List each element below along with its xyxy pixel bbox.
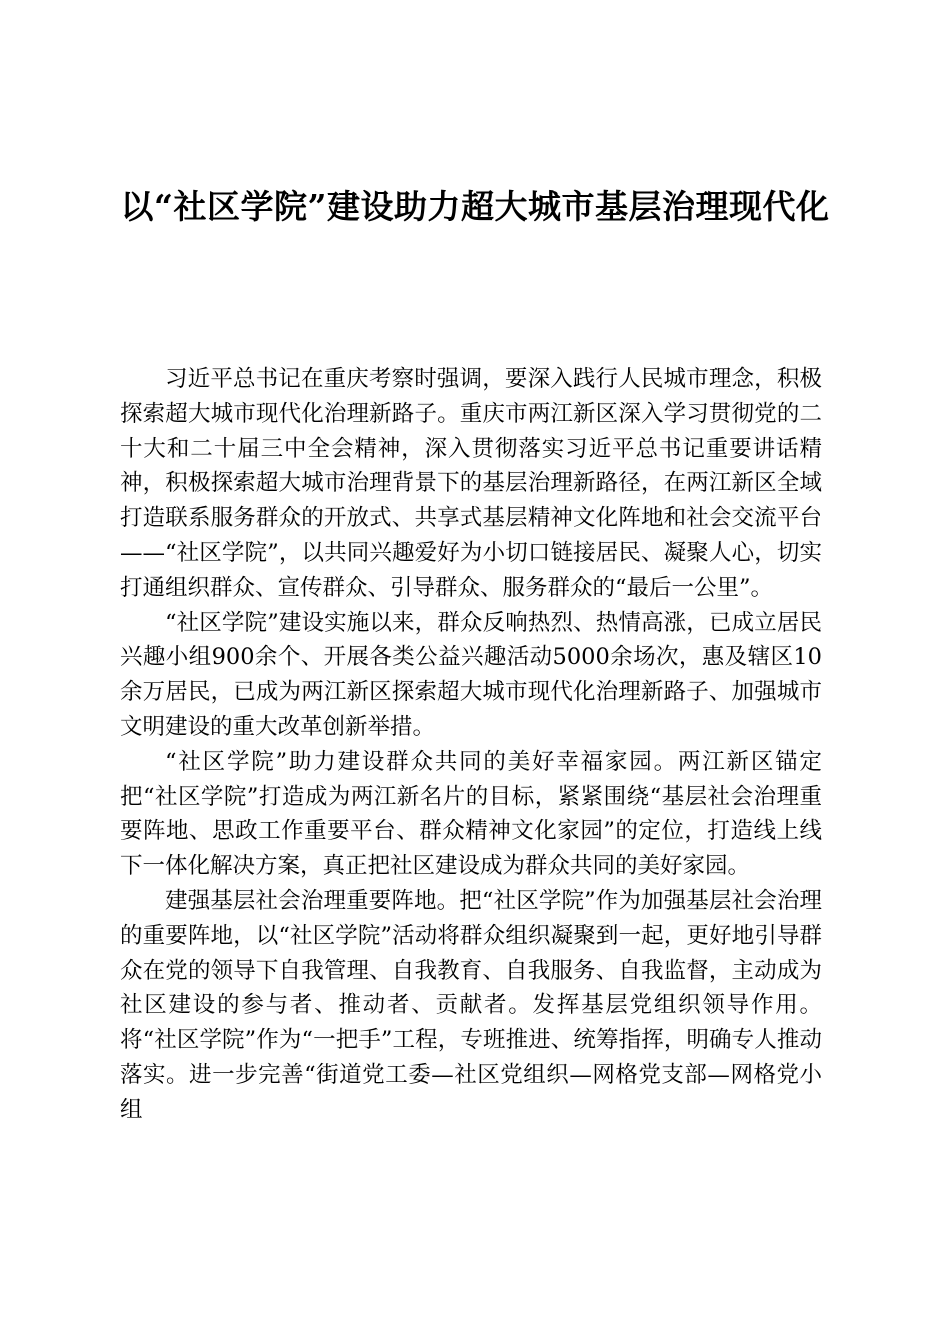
paragraph-1: 习近平总书记在重庆考察时强调，要深入践行人民城市理念，积极探索超大城市现代化治理新路子。重庆市两江新区深入学习贯彻党的二十大和二十届三中全会精神，深入贯彻落实习近平总书记重要讲话精神，积极探索超大城市治理背景下的基层治理新路径，在两江新区全域打造联系服务群众的开放式、共享式基层精神文化阵地和社会交流平台——“社区学院”，以共同兴趣爱好为小切口链接居民、凝聚人心，切实打通组织群众、宣传群众、引导群众、服务群众的“最后一公里”。: [120, 366, 822, 601]
document-title: 以“社区学院”建设助力超大城市基层治理现代化: [120, 187, 830, 226]
paragraph-4: 建强基层社会治理重要阵地。把“社区学院”作为加强基层社会治理的重要阵地，以“社区学院”活动将群众组织凝聚到一起，更好地引导群众在党的领导下自我管理、自我教育、自我服务、自我监督，主动成为社区建设的参与者、推动者、贡献者。发挥基层党组织领导作用。将“社区学院”作为“一把手”工程，专班推进、统筹指挥，明确专人推动落实。进一步完善“街道党工委—社区党组织—网格党支部—网格党小组: [120, 887, 822, 1123]
paragraph-3: “社区学院”助力建设群众共同的美好幸福家园。两江新区锚定把“社区学院”打造成为两江新名片的目标，紧紧围绕“基层社会治理重要阵地、思政工作重要平台、群众精神文化家园”的定位，打造线上线下一体化解决方案，真正把社区建设成为群众共同的美好家园。: [120, 748, 822, 880]
paragraph-2: “社区学院”建设实施以来，群众反响热烈、热情高涨，已成立居民兴趣小组900余个、开展各类公益兴趣活动5000余场次，惠及辖区10余万居民，已成为两江新区探索超大城市现代化治理新路子、加强城市文明建设的重大改革创新举措。: [120, 609, 822, 740]
document-body: [120, 362, 822, 1128]
